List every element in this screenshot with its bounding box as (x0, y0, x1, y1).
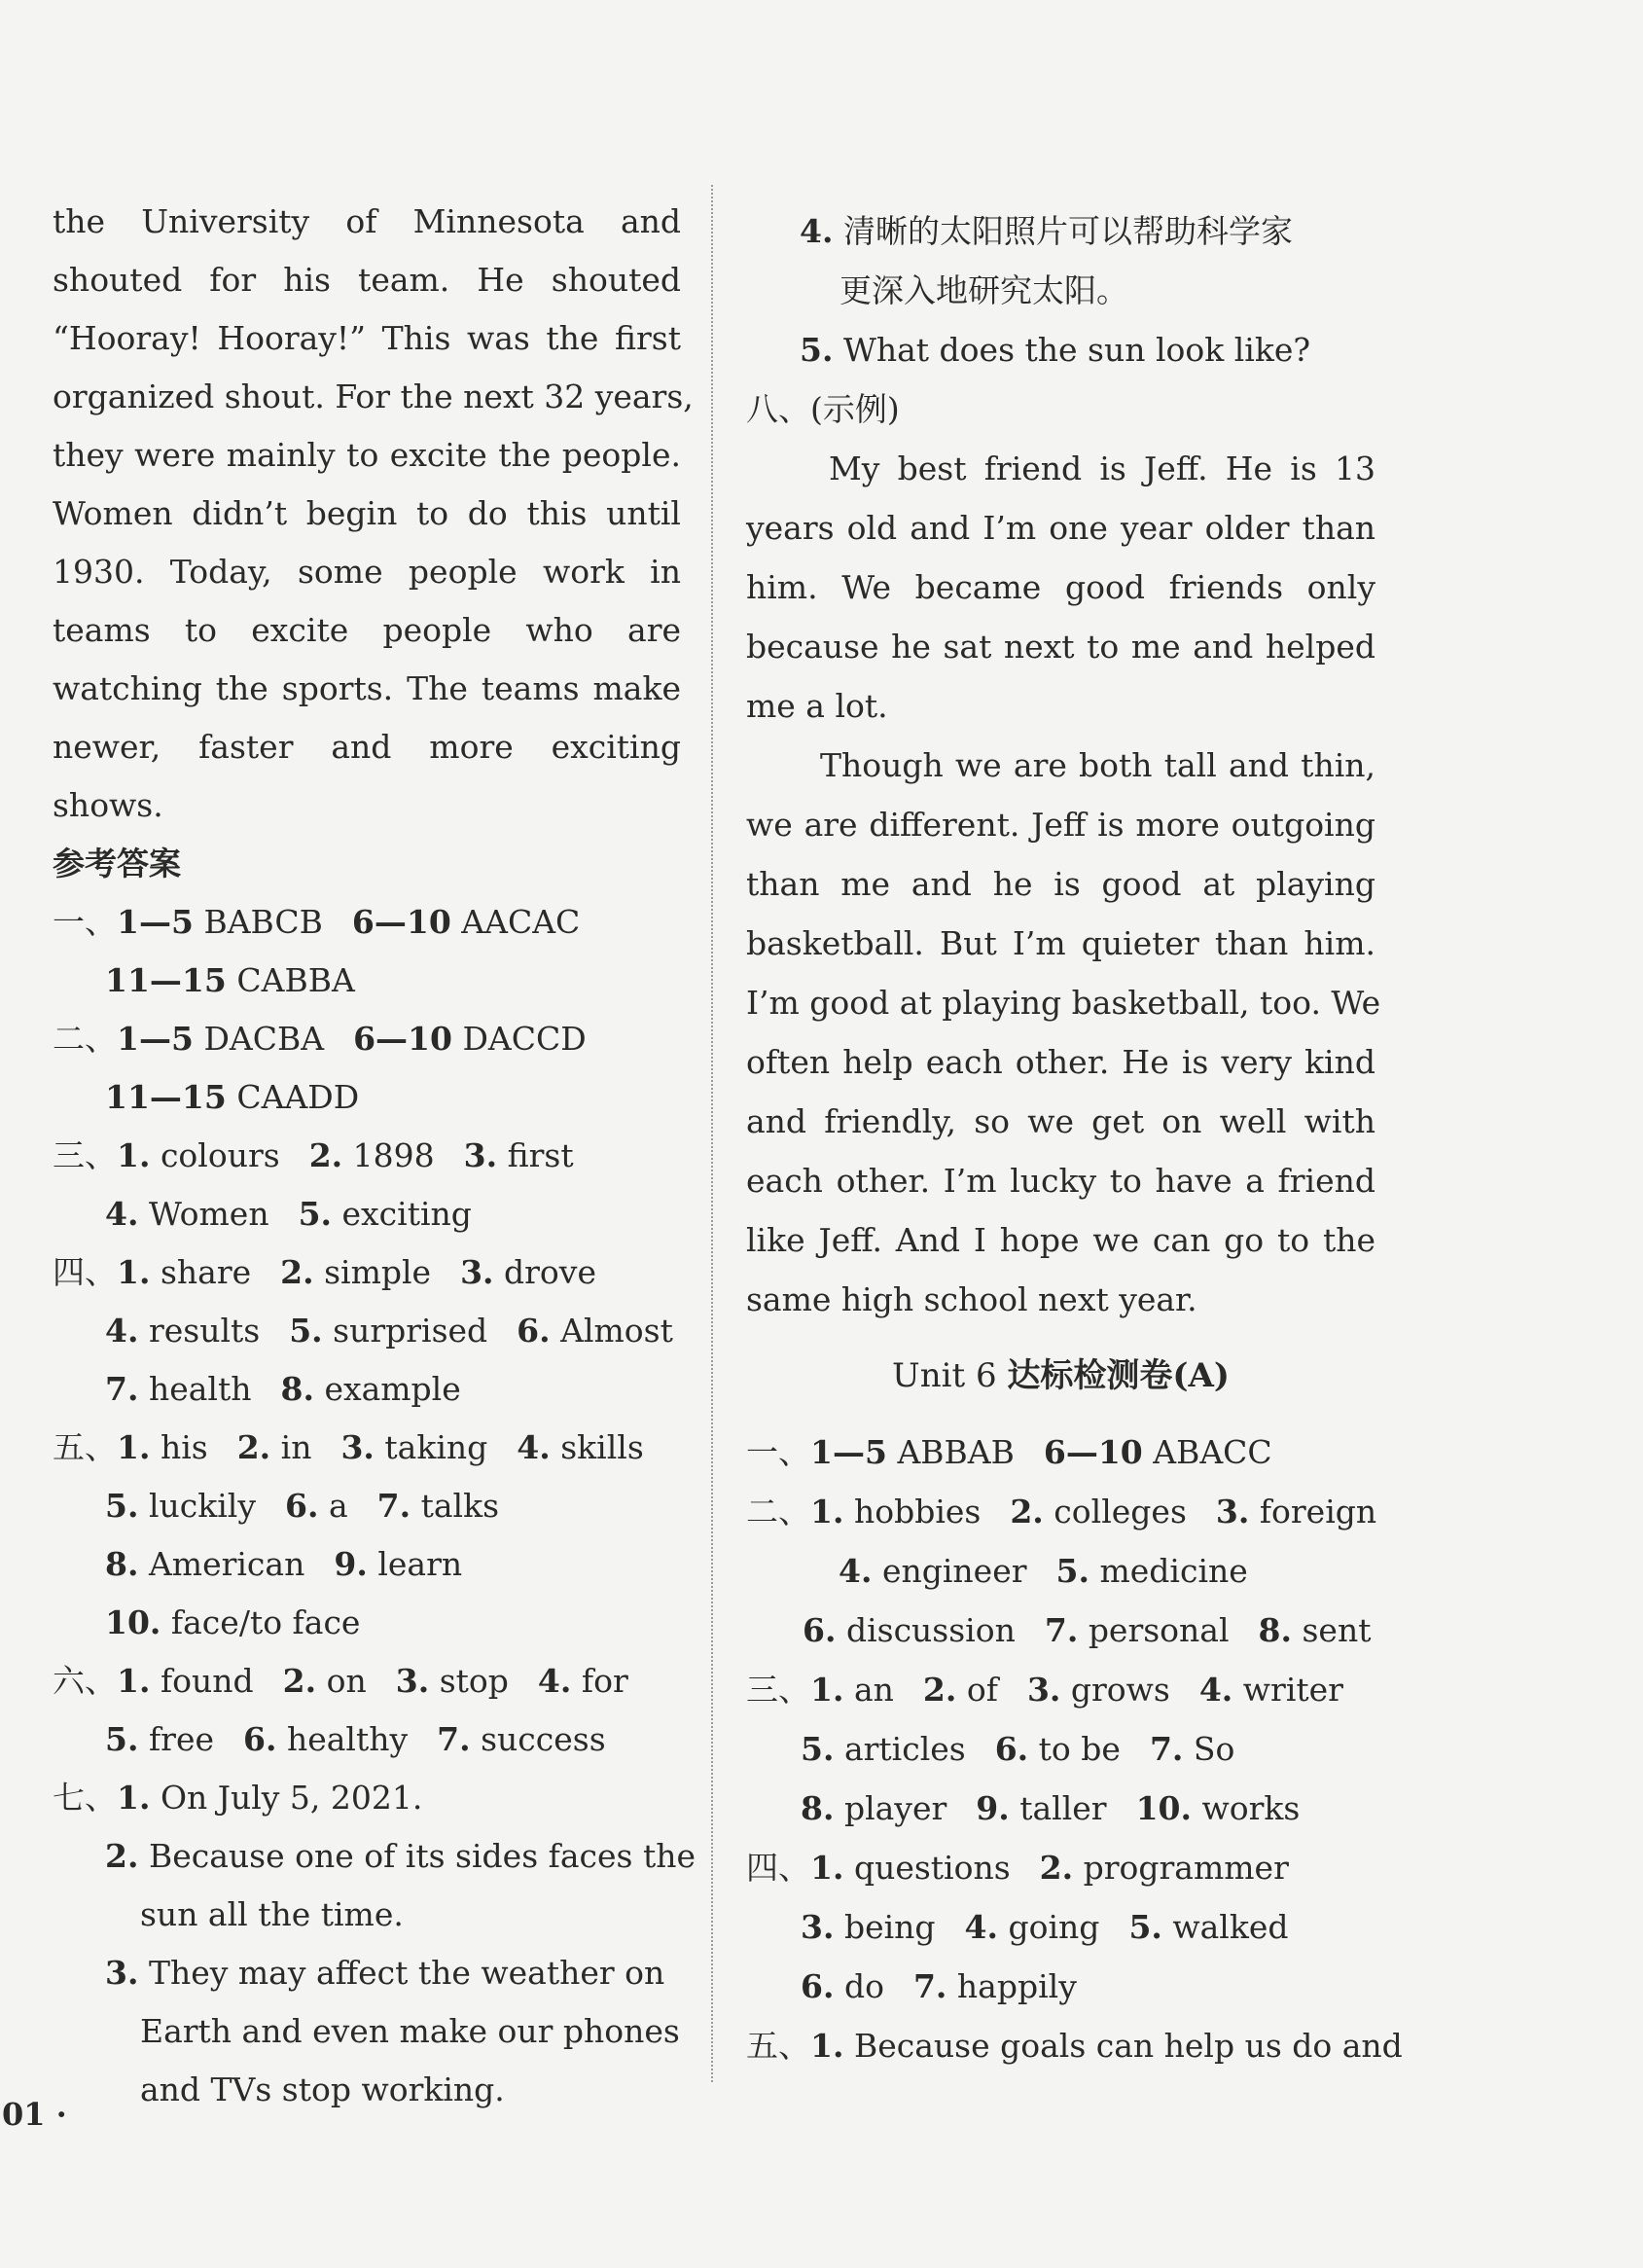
section-5-line-1 (53, 1419, 681, 1477)
answer: Women (148, 1195, 269, 1233)
answer: works (1201, 1789, 1301, 1827)
answer: exciting (341, 1195, 472, 1233)
item-number: 2. (308, 1136, 343, 1174)
answer: BABCB (203, 903, 323, 941)
answer: sent (1302, 1611, 1372, 1649)
passage-line: teams to excite people who are (53, 611, 681, 649)
answer: walked (1172, 1908, 1289, 1946)
answer: AACAC (461, 903, 581, 941)
section-7-item-5 (746, 320, 1375, 379)
item-number: 1. (117, 1253, 151, 1291)
unit-section-1-line-1 (746, 1422, 1375, 1482)
unit-title (746, 1329, 1375, 1422)
answer: his (160, 1428, 208, 1466)
answer: found (160, 1662, 254, 1700)
answer: Because one of its sides faces the (148, 1837, 696, 1875)
item-number: 2. (236, 1428, 271, 1466)
item-number: 4. (105, 1312, 139, 1350)
section-marker: 三、 (746, 1671, 810, 1709)
item-number: 1. (810, 1671, 844, 1709)
answer: 清晰的太阳照片可以帮助科学家 (842, 212, 1293, 250)
passage-line: the University of Minnesota and (53, 202, 681, 240)
section-7-item-3 (53, 1944, 681, 2002)
item-number: 3. (395, 1662, 430, 1700)
answer: grows (1070, 1671, 1170, 1709)
item-number: 4. (1198, 1671, 1233, 1709)
answer: learn (377, 1545, 463, 1583)
item-number: 6. (803, 1611, 837, 1649)
unit-section-3-line-3 (746, 1779, 1375, 1838)
item-number: 1. (117, 1779, 151, 1817)
unit-section-2-line-1 (746, 1482, 1375, 1541)
answer: taller (1019, 1789, 1107, 1827)
section-marker: 五、 (53, 1428, 117, 1466)
essay-line: him. We became good friends only (746, 568, 1375, 606)
answer: an (853, 1671, 894, 1709)
item-number: 6. (285, 1487, 319, 1525)
answer: simple (324, 1253, 432, 1291)
section-7-item-2 (53, 1827, 696, 1886)
answer: DACCD (462, 1020, 587, 1058)
section-7-item-2-cont: sun all the time. (140, 1895, 404, 1933)
item-number: 5. (105, 1720, 139, 1758)
unit-section-3-line-2 (746, 1719, 1375, 1779)
answer: being (843, 1908, 936, 1946)
item-range: 6—10 (353, 1020, 452, 1058)
section-7-item-1 (53, 1769, 681, 1827)
section-1-line-1 (53, 893, 681, 952)
unit-section-4-line-1 (746, 1838, 1375, 1897)
section-7-item-4 (746, 201, 1375, 261)
section-7-item-3-cont: Earth and even make our phones (140, 2012, 680, 2050)
answer: healthy (286, 1720, 409, 1758)
answer: going (1008, 1908, 1100, 1946)
item-range: 1—5 (117, 903, 194, 941)
section-5-line-2 (53, 1477, 681, 1535)
item-number: 1. (810, 1849, 844, 1887)
section-7-item-4-cont: 更深入地研究太阳。 (839, 271, 1128, 309)
item-number: 5. (800, 331, 834, 369)
passage-line: 1930. Today, some people work in (53, 553, 681, 591)
passage-text (53, 193, 694, 835)
passage-line: newer, faster and more exciting (53, 728, 681, 766)
item-number: 3. (460, 1253, 494, 1291)
item-number: 3. (1215, 1493, 1250, 1530)
answer: results (148, 1312, 261, 1350)
right-column (746, 201, 1403, 2075)
item-number: 5. (105, 1487, 139, 1525)
item-number: 3. (801, 1908, 835, 1946)
answer: questions (853, 1849, 1011, 1887)
section-6-line-2 (53, 1710, 681, 1769)
item-number: 2. (282, 1662, 317, 1700)
answer: What does the sun look like? (842, 331, 1311, 369)
answer: success (481, 1720, 606, 1758)
section-marker: 一、 (53, 903, 117, 941)
item-range: 1—5 (810, 1433, 887, 1471)
item-range: 6—10 (351, 903, 451, 941)
item-number: 2. (1039, 1849, 1074, 1887)
item-number: 5. (1128, 1908, 1162, 1946)
passage-line: watching the sports. The teams make (53, 669, 681, 707)
answer: personal (1088, 1611, 1230, 1649)
section-5-line-4 (53, 1594, 681, 1652)
section-marker: 六、 (53, 1662, 117, 1700)
item-number: 8. (801, 1789, 835, 1827)
unit-title-prefix: Unit 6 (892, 1356, 997, 1395)
item-number: 1. (117, 1662, 151, 1700)
item-number: 9. (334, 1545, 368, 1583)
answer: talks (420, 1487, 500, 1525)
item-number: 7. (437, 1720, 471, 1758)
answer: 1898 (352, 1136, 435, 1174)
essay-line: same high school next year. (746, 1280, 1197, 1318)
answer: programmer (1083, 1849, 1289, 1887)
section-3-line-2 (53, 1185, 681, 1243)
essay-line: I’m good at playing basketball, too. We (746, 984, 1381, 1022)
item-number: 5. (298, 1195, 333, 1233)
answer: do (843, 1967, 884, 2005)
item-number: 5. (801, 1730, 835, 1768)
item-number: 1. (810, 2027, 844, 2065)
answer: player (843, 1789, 947, 1827)
answer: medicine (1099, 1552, 1248, 1590)
passage-line: “Hooray! Hooray!” This was the first (53, 319, 681, 357)
answer: free (148, 1720, 215, 1758)
passage-line: shouted for his team. He shouted (53, 261, 681, 299)
unit-section-2-line-2 (746, 1541, 1375, 1601)
answer: of (966, 1671, 998, 1709)
item-number: 10. (105, 1603, 161, 1641)
item-number: 9. (976, 1789, 1010, 1827)
essay-line: because he sat next to me and helped (746, 628, 1375, 666)
essay-line: me a lot. (746, 687, 888, 725)
answer: ABACC (1153, 1433, 1272, 1471)
section-marker: 五、 (746, 2027, 810, 2065)
answer: example (324, 1370, 461, 1408)
item-number: 6. (994, 1730, 1029, 1768)
passage-line: Women didn’t begin to do this until (53, 494, 681, 532)
item-number: 7. (912, 1967, 947, 2005)
answer: engineer (881, 1552, 1027, 1590)
item-number: 2. (280, 1253, 314, 1291)
item-number: 3. (463, 1136, 498, 1174)
item-range: 1—5 (117, 1020, 194, 1058)
item-number: 2. (1010, 1493, 1044, 1530)
unit-section-3-line-1 (746, 1660, 1375, 1719)
item-number: 4. (964, 1908, 998, 1946)
passage-line: they were mainly to excite the people. (53, 436, 681, 474)
item-number: 10. (1135, 1789, 1192, 1827)
answer: CAADD (236, 1078, 360, 1116)
essay-line: Though we are both tall and thin, (820, 746, 1375, 784)
answer: hobbies (853, 1493, 982, 1530)
essay-line: years old and I’m one year older than (746, 509, 1375, 547)
section-1-line-2 (53, 952, 681, 1010)
section-marker: 四、 (746, 1849, 810, 1887)
section-4-line-3 (53, 1360, 681, 1419)
column-divider (711, 185, 713, 2082)
answer: first (507, 1136, 574, 1174)
sample-essay (746, 439, 1381, 1329)
section-marker: 三、 (53, 1136, 117, 1174)
section-8-heading: 八、(示例) (746, 390, 900, 428)
answer: discussion (845, 1611, 1016, 1649)
section-7-item-3-cont: and TVs stop working. (140, 2070, 505, 2108)
answer: colleges (1054, 1493, 1187, 1530)
item-number: 4. (517, 1428, 551, 1466)
answer: ABBAB (897, 1433, 1015, 1471)
item-number: 2. (922, 1671, 957, 1709)
item-number: 6. (243, 1720, 277, 1758)
essay-line: each other. I’m lucky to have a friend (746, 1162, 1375, 1200)
item-number: 8. (280, 1370, 314, 1408)
unit-title-suffix: 达标检测卷(A) (1007, 1356, 1230, 1395)
answer: colours (160, 1136, 280, 1174)
answer: They may affect the weather on (148, 1954, 665, 1992)
unit-section-2-line-3 (746, 1601, 1375, 1660)
item-range: 6—10 (1043, 1433, 1143, 1471)
left-column (53, 193, 696, 2119)
answer: drove (504, 1253, 596, 1291)
section-6-line-1 (53, 1652, 681, 1710)
answer: for (581, 1662, 628, 1700)
item-number: 8. (1258, 1611, 1292, 1649)
item-number: 7. (1149, 1730, 1184, 1768)
answer: writer (1242, 1671, 1343, 1709)
answer: taking (384, 1428, 488, 1466)
answer: foreign (1259, 1493, 1377, 1530)
item-number: 3. (105, 1954, 139, 1992)
answers-heading: 参考答案 (53, 845, 181, 882)
item-number: 7. (105, 1370, 139, 1408)
section-marker: 四、 (53, 1253, 117, 1291)
answer: in (280, 1428, 312, 1466)
answer: stop (439, 1662, 509, 1700)
answer: articles (843, 1730, 966, 1768)
section-2-line-1 (53, 1010, 681, 1068)
item-range: 11—15 (105, 1078, 227, 1116)
item-number: 1. (810, 1493, 844, 1530)
item-number: 6. (801, 1967, 835, 2005)
item-number: 1. (117, 1136, 151, 1174)
item-number: 8. (105, 1545, 139, 1583)
item-number: 6. (517, 1312, 551, 1350)
answer: DACBA (203, 1020, 325, 1058)
item-number: 3. (1026, 1671, 1061, 1709)
item-number: 5. (289, 1312, 323, 1350)
section-3-line-1 (53, 1127, 681, 1185)
answer: health (148, 1370, 252, 1408)
unit-section-4-line-3 (746, 1957, 1375, 2016)
essay-line: than me and he is good at playing (746, 865, 1375, 903)
item-number: 7. (1044, 1611, 1079, 1649)
answer: share (160, 1253, 252, 1291)
item-number: 4. (839, 1552, 873, 1590)
section-2-line-2 (53, 1068, 681, 1127)
section-marker: 一、 (746, 1433, 810, 1471)
answer: on (326, 1662, 367, 1700)
item-number: 3. (340, 1428, 375, 1466)
essay-line: like Jeff. And I hope we can go to the (746, 1221, 1375, 1259)
item-number: 4. (105, 1195, 139, 1233)
answer: to be (1038, 1730, 1121, 1768)
unit-section-5-line-1 (746, 2016, 1403, 2075)
answer: So (1193, 1730, 1235, 1768)
essay-line: we are different. Jeff is more outgoing (746, 806, 1375, 844)
item-number: 4. (800, 212, 834, 250)
section-marker: 七、 (53, 1779, 117, 1817)
answer: happily (956, 1967, 1077, 2005)
item-number: 4. (537, 1662, 572, 1700)
section-4-line-1 (53, 1243, 681, 1302)
passage-line: organized shout. For the next 32 years, (53, 378, 694, 415)
essay-line: often help each other. He is very kind (746, 1043, 1375, 1081)
answer: face/to face (170, 1603, 361, 1641)
passage-line: shows. (53, 786, 163, 824)
answer: skills (560, 1428, 644, 1466)
answer: Because goals can help us do and (853, 2027, 1403, 2065)
section-marker: 二、 (53, 1020, 117, 1058)
item-number: 1. (117, 1428, 151, 1466)
unit-section-4-line-2 (746, 1897, 1375, 1957)
answer: CABBA (236, 961, 355, 999)
section-4-line-2 (53, 1302, 681, 1360)
essay-line: My best friend is Jeff. He is 13 (829, 450, 1375, 487)
answer: On July 5, 2021. (160, 1779, 423, 1817)
item-number: 7. (376, 1487, 411, 1525)
answer: Almost (560, 1312, 673, 1350)
answer: American (148, 1545, 305, 1583)
item-number: 5. (1055, 1552, 1089, 1590)
essay-line: basketball. But I’m quieter than him. (746, 924, 1375, 962)
answer: a (328, 1487, 348, 1525)
essay-line: and friendly, so we get on well with (746, 1102, 1375, 1140)
answer: luckily (148, 1487, 256, 1525)
section-5-line-3 (53, 1535, 681, 1594)
page-number: 01 · (2, 2096, 67, 2133)
section-marker: 二、 (746, 1493, 810, 1530)
answer: surprised (333, 1312, 488, 1350)
item-number: 2. (105, 1837, 139, 1875)
item-range: 11—15 (105, 961, 227, 999)
